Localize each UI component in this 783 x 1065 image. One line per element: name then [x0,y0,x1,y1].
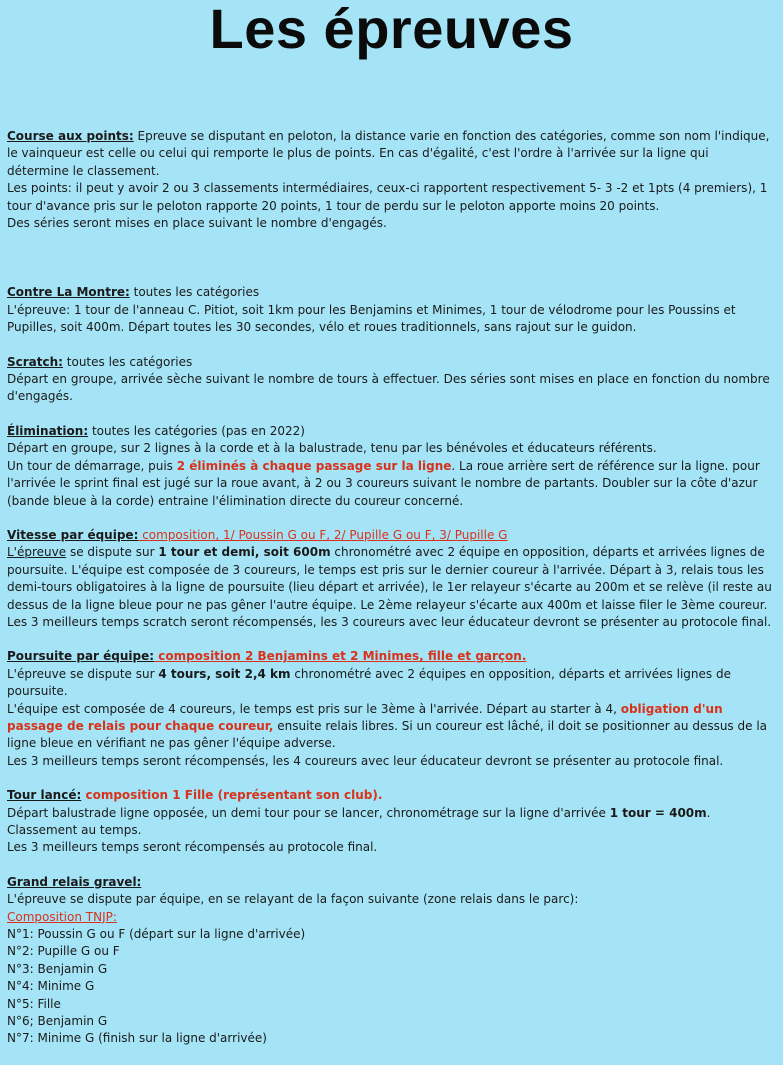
section-contre-la-montre [7,284,773,336]
course-points-paragraph [7,128,773,180]
course-points-text2: Les points: il peut y avoir 2 ou 3 classements intermédiaires, ceux-ci rapportent respectivement 5- 3 -2 et 1pts (4 premiers), 1 tour d'avance pris sur le peloton rapporte 20 points, 1 tour de perdu sur le peloton apporte moins 20 points. [7,181,768,213]
poursuite-t1: L'épreuve se dispute sur [7,666,159,681]
tour-lance-composition: composition 1 Fille (représentant son club). [81,788,383,803]
tour-lance-t3: . Classement au temps. [7,805,711,837]
poursuite-title-line [7,648,773,665]
page-title: Les épreuves [209,0,574,60]
course-points-text3: Des séries seront mises en place suivant le nombre d'engagés. [7,216,387,231]
elimination-text1: Départ en groupe, sur 2 lignes à la corde et à la balustrade, tenu par les bénévoles et éducateurs référents. [7,441,657,456]
vitesse-composition: composition, 1/ Poussin G ou F, 2/ Pupille G ou F, 3/ Pupille G [138,527,508,542]
contre-montre-heading: Contre La Montre: [7,285,130,300]
list-item: N°3: Benjamin G [7,961,108,976]
poursuite-t4: L'équipe est composée de 4 coureurs, le temps est pris sur le 3ème à l'arrivée. Départ au starter à 4, [7,701,621,716]
section-course-aux-points [7,128,773,232]
tour-lance-title-line [7,787,773,804]
vitesse-t3: 1 tour et demi, soit 600m [158,545,331,560]
poursuite-t5: obligation d'un passage de relais pour chaque coureur, [7,701,723,733]
tour-lance-text1 [7,805,773,840]
section-scratch [7,354,773,406]
poursuite-t3: chronométré avec 2 équipes en opposition, départs et arrivées lignes de poursuite. [7,666,731,699]
section-elimination [7,423,773,510]
elimination-text2b: 2 éliminés à chaque passage sur la ligne [176,458,452,473]
scratch-sub: toutes les catégories [62,354,193,369]
elimination-sub: toutes les catégories (pas en 2022) [88,423,305,438]
poursuite-t7: Les 3 meilleurs temps seront récompensés, les 4 coureurs avec leur éducateur devront se présenter au protocole final. [7,753,724,768]
vitesse-t2: se dispute sur [66,545,159,560]
tour-lance-t1: Départ balustrade ligne opposée, un demi tour pour se lancer, chronométrage sur la ligne d'arrivée [7,805,610,820]
section-vitesse-par-equipe [7,527,773,631]
elimination-text2c: . La roue arrière sert de référence sur la ligne. pour l'arrivée le sprint final est jugé sur la roue avant, à 2 ou 3 coureurs suivant le nombre de partants. Doubler sur la côte d'azur (bande bleue à la corde) entraine l'élimination directe du coureur concerné. [7,458,760,508]
content [7,128,773,1065]
grand-relais-composition: Composition TNJP: [7,909,117,924]
contre-montre-title-line [7,284,773,301]
poursuite-heading: Poursuite par équipe: [7,649,155,664]
list-item: N°1: Poussin G ou F (départ sur la ligne d'arrivée) [7,927,306,942]
vitesse-t4: chronométré avec 2 équipe en opposition, départs et arrivées lignes de poursuite. L'équipe est composée de 3 coureurs, le temps est pris sur le dernier coureur à l'arrivée. Départ à 3, relais tous les demi-tours obligatoires à la ligne de poursuite (lieu départ et arrivée), le 1er relayeur s'écarte au 200m et se relève (il reste au dessus de la ligne bleue pour ne pas gêner l'autre équipe. Le 2ème relayeur s'écarte aux 400m et laisse filer le 3ème coureur. [7,545,772,612]
scratch-heading: Scratch: [7,354,63,369]
grand-relais-title-line [7,874,773,891]
list-item: N°6; Benjamin G [7,1014,108,1029]
poursuite-t6: ensuite relais libres. Si un coureur est lâché, il doit se positionner au dessus de la ligne bleue en vérifiant ne pas gêner l'équipe adverse. [7,718,768,751]
elimination-text2 [7,458,773,510]
vitesse-text [7,544,773,614]
vitesse-title-line [7,527,773,544]
list-item: N°5: Fille [7,996,61,1011]
poursuite-t2: 4 tours, soit 2,4 km [158,666,291,681]
course-points-text1: Epreuve se disputant en peloton, la distance varie en fonction des catégories, comme son nom l'indique, le vainqueur est celle ou celui qui remporte le plus de points. En cas d'égalité, c'est l'ordre à l'arrivée sur la ligne qui détermine le classement. [7,129,770,178]
contre-montre-text: L'épreuve: 1 tour de l'anneau C. Pitiot, soit 1km pour les Benjamins et Minimes, 1 tour de vélodrome pour les Poussins et Pupilles, soit 400m. Départ toutes les 30 secondes, vélo et roues traditionnels, sans rajout sur le guidon. [7,302,736,335]
tour-lance-t4: Les 3 meilleurs temps seront récompensés au protocole final. [7,840,378,855]
elimination-text2a: Un tour de démarrage, puis [7,458,177,473]
scratch-title-line [7,354,773,371]
section-poursuite-par-equipe [7,648,773,770]
poursuite-text2 [7,701,773,753]
tour-lance-heading: Tour lancé: [7,788,82,803]
list-item: N°2: Pupille G ou F [7,944,120,959]
elimination-heading: Élimination: [7,423,89,438]
poursuite-composition: composition 2 Benjamins et 2 Minimes, fille et garçon. [154,649,527,664]
elimination-title-line [7,423,773,440]
list-item: N°4: Minime G [7,979,95,994]
vitesse-heading: Vitesse par équipe: [7,527,139,542]
scratch-text: Départ en groupe, arrivée sèche suivant le nombre de tours à effectuer. Des séries sont mises en place en fonction du nombre d'engagés. [7,372,770,404]
tour-lance-t2: 1 tour = 400m [609,805,707,820]
poursuite-text1 [7,666,773,701]
grand-relais-heading: Grand relais gravel: [7,874,142,889]
section-tour-lance [7,787,773,857]
section-grand-relais-gravel [7,874,773,1048]
contre-montre-sub: toutes les catégories [129,285,260,300]
vitesse-t5: Les 3 meilleurs temps scratch seront récompensés, les 3 coureurs avec leur éducateur devront se présenter au protocole final. [7,614,772,629]
vitesse-t1: L'épreuve [7,545,67,560]
course-points-heading: Course aux points: [7,129,134,143]
grand-relais-t1: L'épreuve se dispute par équipe, en se relayant de la façon suivante (zone relais dans le parc): [7,892,579,907]
list-item: N°7: Minime G (finish sur la ligne d'arrivée) [7,1031,267,1046]
